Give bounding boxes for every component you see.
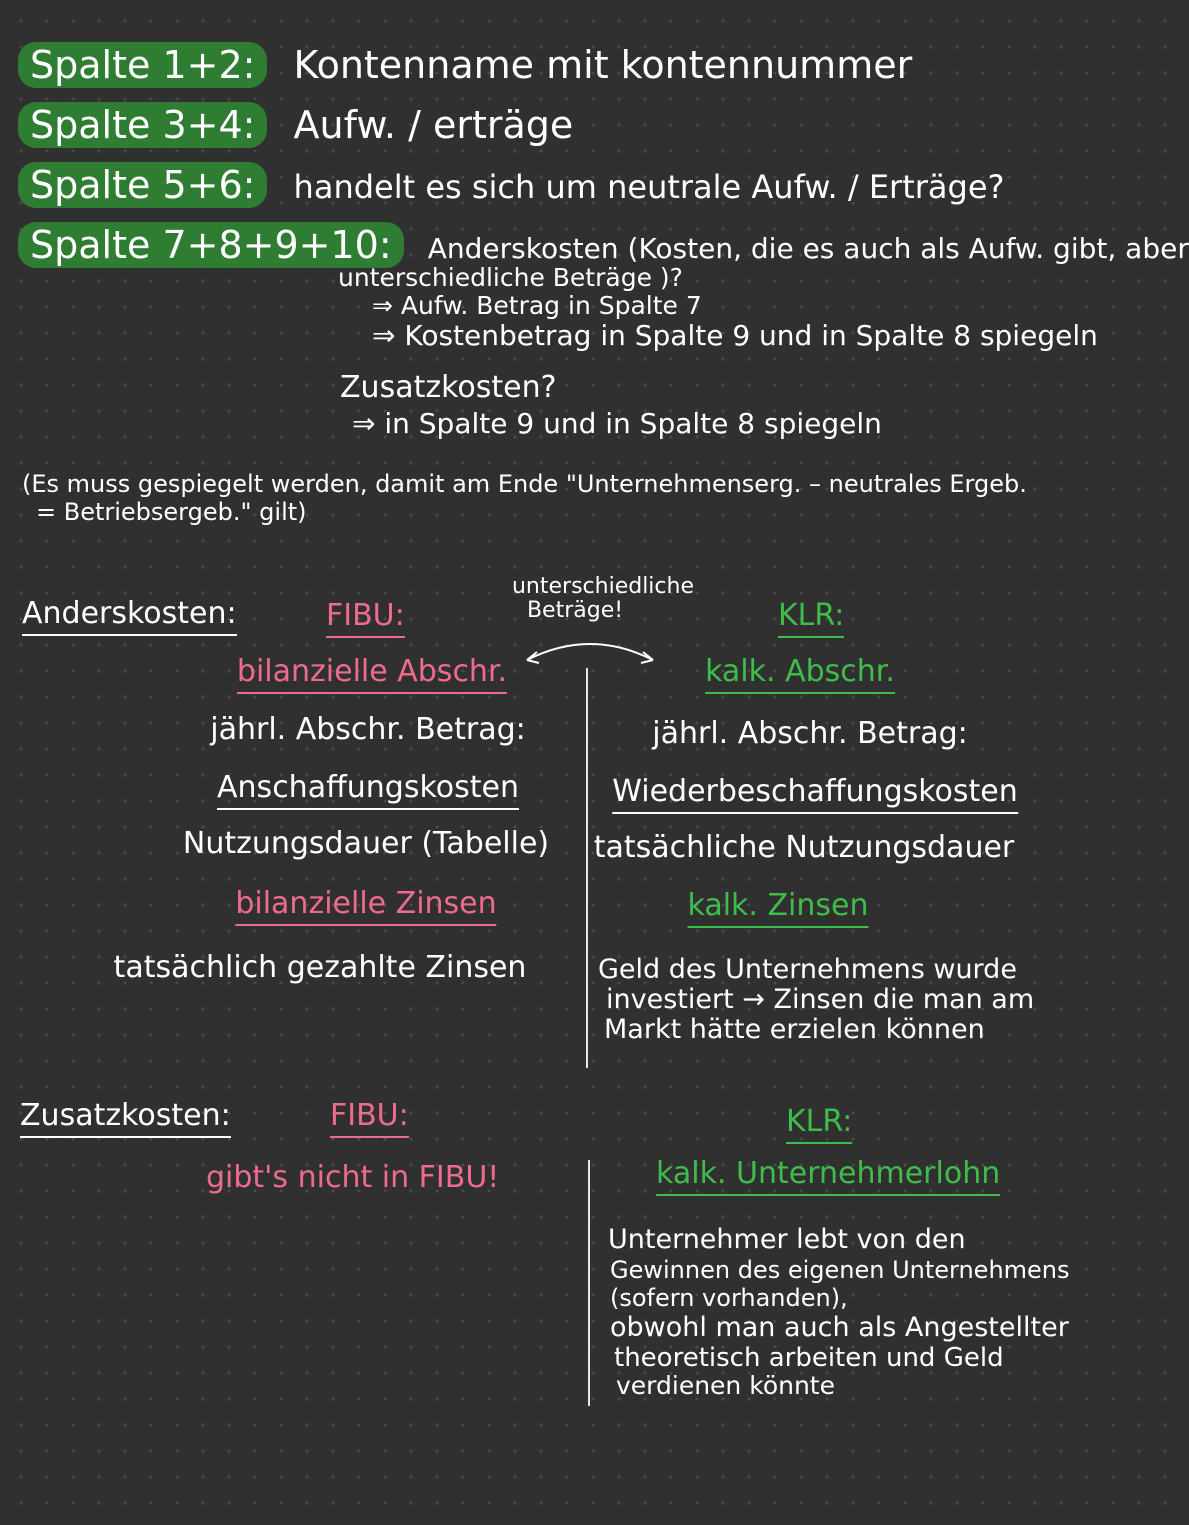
unterschiedliche-label: unterschiedliche [511,574,695,599]
anderskosten-fibu-label: FIBU: [326,598,405,638]
zusatzkosten-klr-label: KLR: [786,1104,852,1144]
klr-zinsen-text-1: Geld des Unternehmens wurde [598,954,1017,985]
klr-denominator: tatsächliche Nutzungsdauer [593,830,1015,865]
spalte-1-2-label: Spalte 1+2: [18,42,267,88]
zusatz-klr-text-6: verdienen könnte [616,1371,835,1400]
zusatzkosten-title: Zusatzkosten: [20,1098,231,1138]
kalk-unternehmerlohn-title: kalk. Unternehmerlohn [656,1156,1000,1196]
spalte-7-10-text: Anderskosten (Kosten, die es auch als Aufw. gibt, aber [427,232,1189,265]
fibu-zinsen-title: bilanzielle Zinsen [235,886,496,926]
fibu-betrag-label: jährl. Abschr. Betrag: [210,712,526,747]
spalte-1-2-text: Kontenname mit kontennummer [293,43,913,87]
klr-zinsen-title: kalk. Zinsen [687,888,868,928]
zusatzkosten-divider [588,1160,590,1406]
spalte-5-6-text: handelt es sich um neutrale Aufw. / Erträge? [293,168,1005,206]
zusatz-klr-text-2: Gewinnen des eigenen Unternehmens [610,1256,1070,1284]
klr-betrag-label: jährl. Abschr. Betrag: [652,716,968,751]
klr-abschr-title: kalk. Abschr. [705,654,895,694]
row-spalte-3-4 [26,102,573,148]
arrow-kostenbetrag: ⇒ Kostenbetrag in Spalte 9 und in Spalte 8 spiegeln [372,319,1098,352]
row-spalte-1-2 [26,42,912,88]
spalte-7-10-label: Spalte 7+8+9+10: [18,222,404,268]
fibu-zinsen-text: tatsächlich gezahlte Zinsen [113,950,527,985]
anderskosten-divider [586,668,588,1068]
bidirectional-arrow-icon [515,630,665,670]
zusatzkosten-question: Zusatzkosten? [340,370,557,405]
note-line-1: (Es muss gespiegelt werden, damit am Ende "Unternehmenserg. – neutrales Ergeb. [22,470,1027,498]
klr-zinsen-text-2: investiert → Zinsen die man am [606,984,1035,1015]
zusatz-klr-text-4: obwohl man auch als Angestellter [610,1312,1069,1343]
spalte-5-6-label: Spalte 5+6: [18,162,267,208]
zusatz-klr-text-3: (sofern vorhanden), [610,1284,848,1312]
zusatz-fibu-text: gibt's nicht in FIBU! [206,1160,500,1195]
anderskosten-title: Anderskosten: [22,596,237,636]
fibu-denominator: Nutzungsdauer (Tabelle) [182,826,550,861]
arrow-zusatz-spiegeln: ⇒ in Spalte 9 und in Spalte 8 spiegeln [352,407,882,440]
anderskosten-klr-label: KLR: [778,598,844,638]
zusatzkosten-fibu-label: FIBU: [330,1098,409,1138]
zusatz-klr-text-1: Unternehmer lebt von den [608,1224,966,1255]
spalte-3-4-text: Aufw. / erträge [293,103,574,147]
spalte-3-4-label: Spalte 3+4: [18,102,267,148]
fibu-numerator: Anschaffungskosten [217,770,519,810]
unterschiedliche-betraege-line: unterschiedliche Beträge )? [338,263,683,292]
betraege-label: Beträge! [526,598,624,623]
klr-numerator: Wiederbeschaffungskosten [612,774,1018,814]
note-line-2: = Betriebsergeb." gilt) [36,498,307,526]
row-spalte-5-6 [26,162,1004,210]
fibu-abschr-title: bilanzielle Abschr. [237,654,507,694]
arrow-aufw-betrag: ⇒ Aufw. Betrag in Spalte 7 [372,291,702,320]
zusatz-klr-text-5: theoretisch arbeiten und Geld [614,1343,1004,1373]
klr-zinsen-text-3: Markt hätte erzielen können [604,1014,985,1045]
